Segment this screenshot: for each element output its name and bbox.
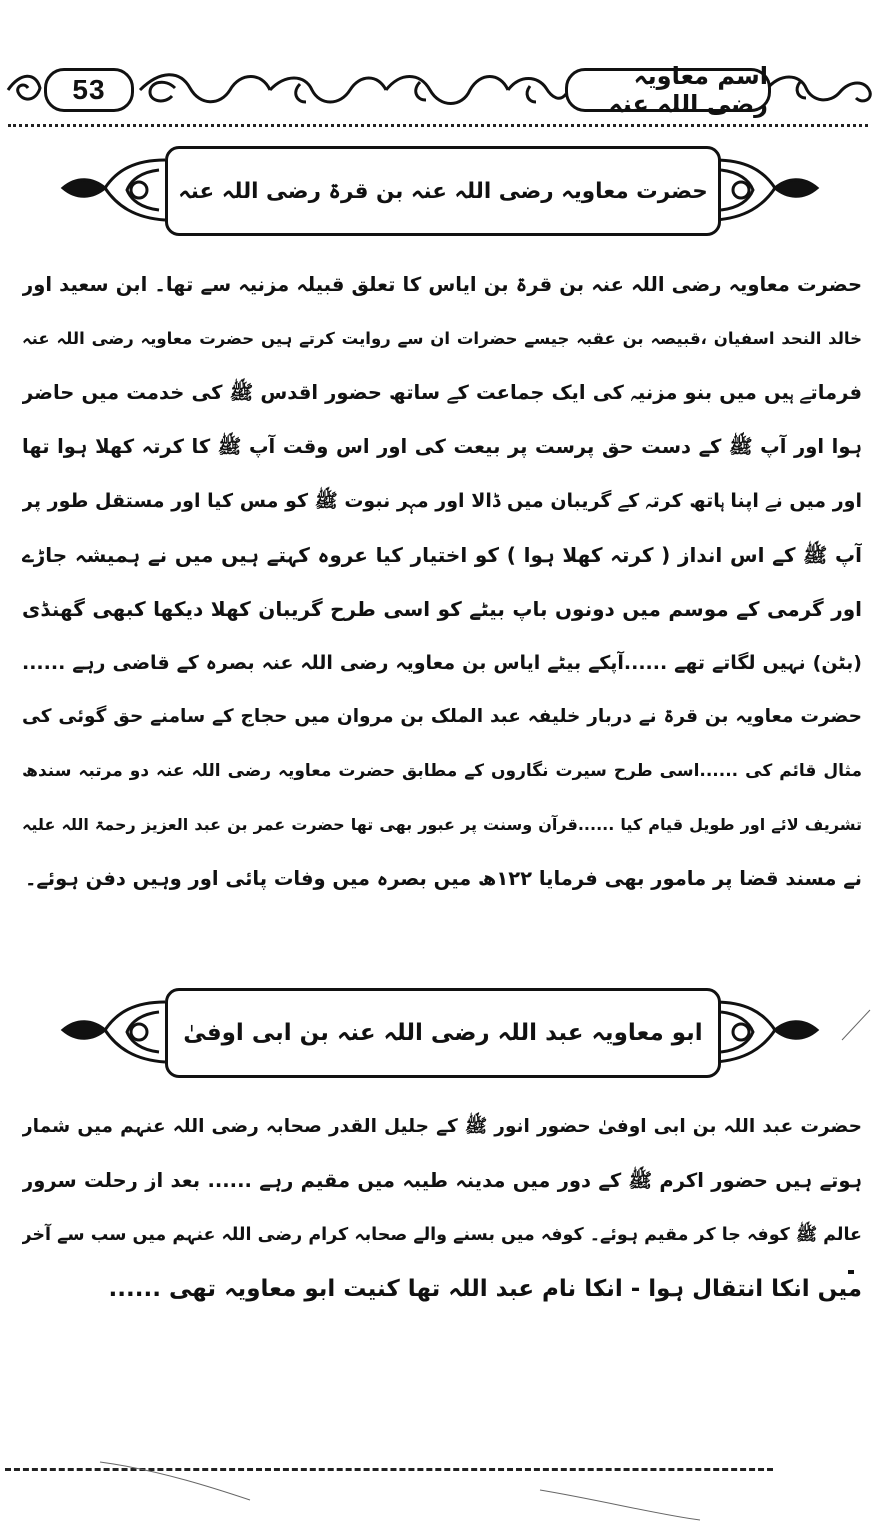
header-divider xyxy=(8,124,868,127)
text-line: حضرت معاویہ بن قرۃ نے دربار خلیفہ عبد الملک بن مروان میں حجاج کے سامنے حق گوئی کی xyxy=(22,706,862,727)
text-line: مثال قائم کی ......اسی طرح سیرت نگاروں کے مطابق حضرت معاویہ رضی اللہ عنہ دو مرتبہ سندھ xyxy=(22,761,862,781)
section-2-heading: ابو معاویہ عبد اللہ رضی اللہ عنہ بن ابی اوفیٰ xyxy=(183,1020,703,1046)
text-line: میں انکا انتقال ہوا - انکا نام عبد اللہ تھا کنیت ابو معاویہ تھی ...... xyxy=(108,1276,862,1302)
heading-box xyxy=(165,988,721,1078)
page-number: 53 xyxy=(72,74,106,105)
section-1-body xyxy=(22,258,862,906)
text-line: حضرت معاویہ رضی اللہ عنہ بن قرۃ بن ایاس کا تعلق قبیلہ مزنیہ سے تھا۔ ابن سعید اور xyxy=(22,273,862,296)
heading-box xyxy=(165,146,721,236)
text-line: (بٹن) نہیں لگاتے تھے ......آپکے بیٹے ایاس بن معاویہ رضی اللہ عنہ بصرہ کے قاضی رہے ...... xyxy=(22,652,862,674)
text-line: تشریف لائے اور طویل قیام کیا ......قرآن وسنت پر عبور بھی تھا حضرت عمر بن عبد العزیز رحمۃ اللہ علیہ xyxy=(22,815,862,834)
section-2-heading-frame xyxy=(55,982,825,1082)
footer-divider xyxy=(5,1468,773,1471)
section-2-body xyxy=(22,1100,862,1316)
page-header xyxy=(0,62,883,118)
text-line: خالد النحد اسفیان ،قبیصہ بن عقبہ جیسے حضرات ان سے روایت کرتے ہیں حضرت معاویہ رضی اللہ عنہ xyxy=(22,329,862,348)
section-1-heading: حضرت معاویہ رضی اللہ عنہ بن قرۃ رضی اللہ عنہ xyxy=(178,178,708,204)
text-line: اور میں نے اپنا ہاتھ کرتہ کے گریبان میں ڈالا اور مہر نبوت ﷺ کو مس کیا اور مستقل طور پر xyxy=(22,490,862,512)
text-line: آپ ﷺ کے اس انداز ( کرتہ کھلا ہوا ) کو اختیار کیا عروہ کہتے ہیں میں نے ہمیشہ جاڑے xyxy=(22,543,862,567)
text-line: فرماتے ہیں میں بنو مزنیہ کی ایک جماعت کے ساتھ حضور اقدس ﷺ کی خدمت میں حاضر xyxy=(22,381,862,404)
text-line: ہوتے ہیں حضور اکرم ﷺ کے دور میں مدینہ طیبہ میں مقیم رہے ...... بعد از رحلت سرور xyxy=(22,1169,862,1192)
running-title: اسم معاویہ رضی اللہ عنہ xyxy=(608,62,768,118)
running-title-badge xyxy=(565,62,771,118)
text-line: اور گرمی کے موسم میں دونوں باپ بیٹے کو اسی طرح گریبان کھلا دیکھا کبھی گھنڈی xyxy=(22,597,862,621)
page-number-badge xyxy=(44,68,134,112)
section-1-heading-frame xyxy=(55,140,825,240)
text-line: عالم ﷺ کوفہ جا کر مقیم ہوئے۔ کوفہ میں بسنے والے صحابہ کرام رضی اللہ عنہم میں سب سے آخر xyxy=(22,1225,862,1245)
text-line: حضرت عبد اللہ بن ابی اوفیٰ حضور انور ﷺ کے جلیل القدر صحابہ رضی اللہ عنہم میں شمار xyxy=(22,1116,862,1137)
text-line: نے مسند قضا پر مامور بھی فرمایا ۱۲۲ھ میں بصرہ میں وفات پائی اور وہیں دفن ہوئے۔ xyxy=(24,867,862,890)
text-line: ہوا اور آپ ﷺ کے دست حق پرست پر بیعت کی اور اس وقت آپ ﷺ کا کرتہ کھلا ہوا تھا xyxy=(22,435,862,458)
